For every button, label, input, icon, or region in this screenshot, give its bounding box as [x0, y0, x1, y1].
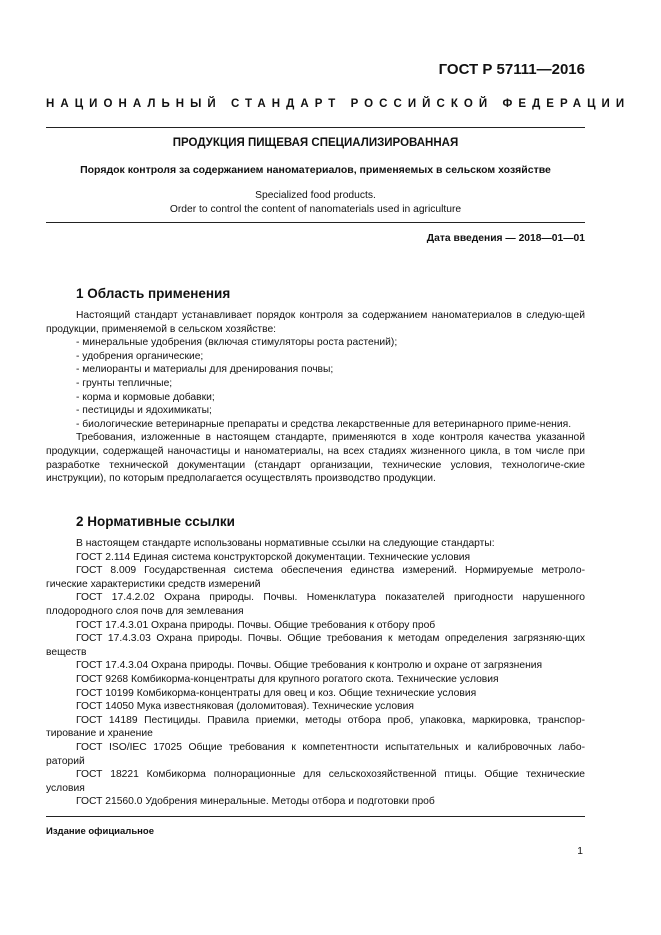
reference-item: ГОСТ ISO/IEC 17025 Общие требования к компетентности испытательных и калибровочных лабо-раторий [46, 741, 585, 767]
national-standard-banner: НАЦИОНАЛЬНЫЙ СТАНДАРТ РОССИЙСКОЙ ФЕДЕРАЦИИ [46, 98, 631, 110]
official-edition-label: Издание официальное [46, 826, 154, 837]
scope-item: - удобрения органические; [76, 350, 204, 362]
reference-item: ГОСТ 21560.0 Удобрения минеральные. Методы отбора и подготовки проб [76, 796, 435, 808]
page-number: 1 [577, 846, 583, 857]
section-2-heading: 2 Нормативные ссылки [76, 514, 235, 529]
reference-item: ГОСТ 17.4.3.04 Охрана природы. Почвы. Общие требования к контролю и охране от загрязнения [76, 660, 543, 672]
reference-item: ГОСТ 8.009 Государственная система обеспечения единства измерений. Нормируемые метроло-гические характеристики средств измерений [46, 565, 585, 590]
reference-item: ГОСТ 17.4.2.02 Охрана природы. Почвы. Номенклатура показателей пригодности нарушенного плодородного слоя почв для землевания [46, 592, 585, 617]
reference-item: ГОСТ 14189 Пестициды. Правила приемки, методы отбора проб, упаковка, маркировка, транспор-тирование и хранение [46, 714, 585, 740]
section-2-body [46, 537, 585, 809]
scope-item: - корма и кормовые добавки; [76, 391, 215, 403]
header-divider [46, 127, 585, 128]
reference-item: ГОСТ 17.4.3.03 Охрана природы. Почвы. Общие требования к методам определения загрязняю-щих веществ [46, 633, 585, 658]
footer-divider [46, 816, 585, 817]
reference-item: ГОСТ 2.114 Единая система конструкторской документации. Технические условия [76, 551, 471, 563]
title-english-main: Specialized food products. [255, 190, 376, 201]
section-1-body [46, 309, 585, 486]
section-2-intro: В настоящем стандарте использованы нормативные ссылки на следующие стандарты: [76, 538, 495, 549]
scope-item: - грунты тепличные; [76, 377, 173, 389]
reference-item: ГОСТ 14050 Мука известняковая (доломитовая). Технические условия [76, 701, 414, 713]
title-main: ПРОДУКЦИЯ ПИЩЕВАЯ СПЕЦИАЛИЗИРОВАННАЯ [172, 137, 459, 149]
reference-item: ГОСТ 17.4.3.01 Охрана природы. Почвы. Общие требования к отбору проб [76, 619, 436, 631]
reference-item: ГОСТ 18221 Комбикорма полнорационные для сельскохозяйственной птицы. Общие технические условия [46, 769, 585, 794]
scope-item: - пестициды и ядохимикаты; [76, 405, 212, 417]
reference-item: ГОСТ 10199 Комбикорма-концентраты для овец и коз. Общие технические условия [76, 687, 477, 699]
introduction-date: Дата введения — 2018—01—01 [426, 233, 585, 244]
title-subtitle: Порядок контроля за содержанием наноматериалов, применяемых в сельском хозяйстве [80, 164, 551, 176]
title-english [46, 189, 585, 216]
reference-item: ГОСТ 9268 Комбикорма-концентраты для крупного рогатого скота. Технические условия [76, 673, 499, 685]
scope-item: - мелиоранты и материалы для дренирования почвы; [76, 364, 334, 376]
title-divider [46, 222, 585, 223]
section-1-heading: 1 Область применения [76, 286, 231, 301]
scope-item: - биологические ветеринарные препараты и средства лекарственные для ветеринарного приме-нения. [76, 418, 572, 430]
title-english-sub: Order to control the content of nanomaterials used in agriculture [169, 203, 462, 215]
section-1-requirements: Требования, изложенные в настоящем стандарте, применяются в ходе контроля качества указанной продукции, содержащей наночастицы и наноматериалы, на всех стадиях жизненного цикла, в том числе при разработке технической документации (стандарт организации, технические условия, технологиче-ские инструкции), по которым предполагается осуществлять производство продукции. [46, 432, 585, 485]
standard-number: ГОСТ Р 57111—2016 [438, 61, 585, 78]
scope-item: - минеральные удобрения (включая стимуляторы роста растений); [76, 337, 398, 349]
section-1-intro: Настоящий стандарт устанавливает порядок контроля за содержанием наноматериалов в следую-щей продукции, применяемой в сельском хозяйстве: [46, 310, 585, 335]
